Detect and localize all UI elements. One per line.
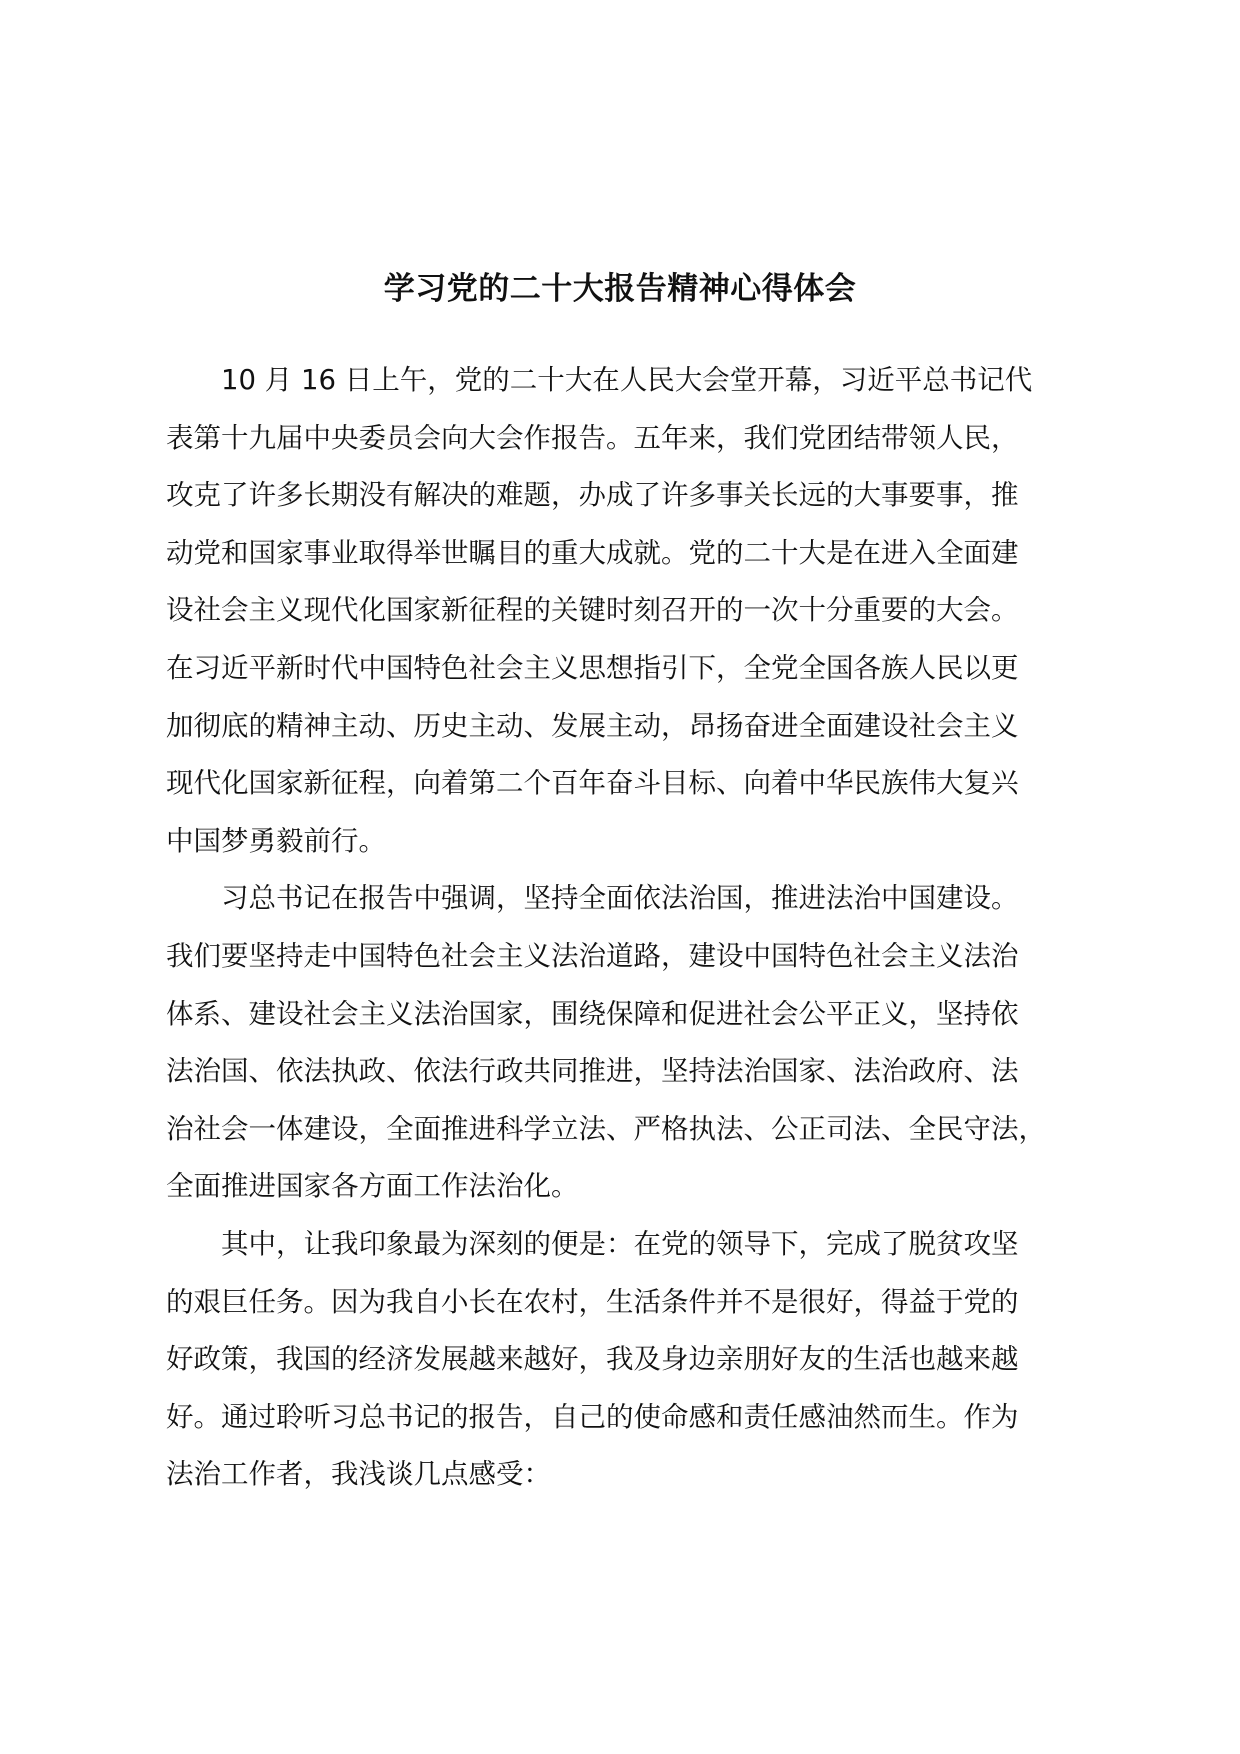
body-text-line: 表第十九届中央委员会向大会作报告。五年来，我们党团结带领人民， — [166, 421, 1019, 454]
body-text-line: 加彻底的精神主动、历史主动、发展主动，昂扬奋进全面建设社会主义 — [166, 709, 1019, 742]
body-text-line: 现代化国家新征程，向着第二个百年奋斗目标、向着中华民族伟大复兴 — [166, 767, 1019, 800]
body-text-line: 设社会主义现代化国家新征程的关键时刻召开的一次十分重要的大会。 — [166, 594, 1019, 627]
body-text-line: 好。通过聆听习总书记的报告，自己的使命感和责任感油然而生。作为 — [166, 1400, 1019, 1433]
body-text-line: 攻克了许多长期没有解决的难题，办成了许多事关长远的大事要事，推 — [166, 479, 1019, 512]
body-text-line: 中国梦勇毅前行。 — [166, 824, 386, 857]
body-text-line: 习总书记在报告中强调，坚持全面依法治国，推进法治中国建设。 — [166, 882, 1019, 915]
body-text-line: 我们要坚持走中国特色社会主义法治道路，建设中国特色社会主义法治 — [166, 939, 1019, 972]
document-body — [166, 352, 1086, 1504]
body-text-line: 其中，让我印象最为深刻的便是：在党的领导下，完成了脱贫攻坚 — [166, 1227, 1019, 1260]
body-text-line: 在习近平新时代中国特色社会主义思想指引下，全党全国各族人民以更 — [166, 651, 1019, 684]
body-text-line: 的艰巨任务。因为我自小长在农村，生活条件并不是很好，得益于党的 — [166, 1285, 1019, 1318]
body-text-line: 法治国、依法执政、依法行政共同推进，坚持法治国家、法治政府、法 — [166, 1055, 1019, 1088]
body-text-line: 10 月 16 日上午，党的二十大在人民大会堂开幕，习近平总书记代 — [166, 364, 1033, 396]
body-text-line: 好政策，我国的经济发展越来越好，我及身边亲朋好友的生活也越来越 — [166, 1343, 1019, 1376]
body-text-line: 法治工作者，我浅谈几点感受： — [166, 1458, 551, 1491]
body-text-line: 治社会一体建设，全面推进科学立法、严格执法、公正司法、全民守法， — [166, 1112, 1046, 1145]
body-text-line: 体系、建设社会主义法治国家，围绕保障和促进社会公平正义，坚持依 — [166, 997, 1019, 1030]
document-title: 学习党的二十大报告精神心得体会 — [383, 271, 857, 307]
body-text-line: 全面推进国家各方面工作法治化。 — [166, 1170, 579, 1203]
body-text-line: 动党和国家事业取得举世瞩目的重大成就。党的二十大是在进入全面建 — [166, 536, 1019, 569]
